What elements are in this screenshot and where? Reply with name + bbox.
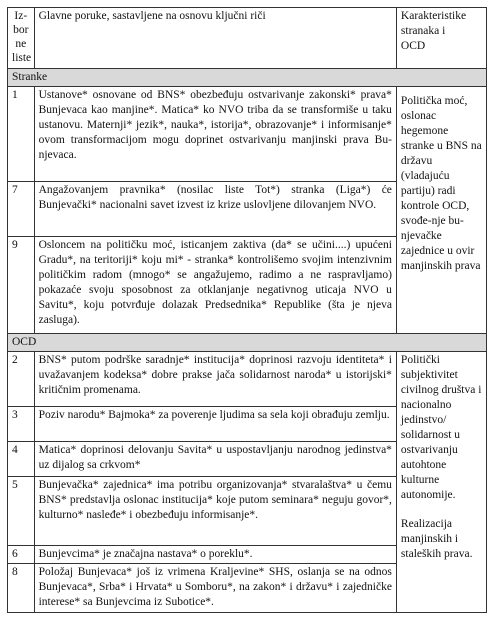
stranke-characteristics — [396, 87, 486, 334]
header-main-messages: Glavne poruke, sastavljene na osnovu ključni riči — [34, 8, 396, 69]
row-number: 8 — [8, 564, 35, 613]
row-message: Poziv narodu* Bajmoka* za poverenje ljudima sa sela koji obrađuju zemlju. — [34, 407, 396, 442]
header-col1-line: ne — [15, 38, 27, 50]
row-number: 3 — [8, 407, 35, 442]
stranke-characteristics-text: Politička moć, oslonac hegemone stranke u BNS na državu (vladajuću partiju) radi kontrole OCD, svođe-nje bu-njevačke zajednice u ovir manjinskih prava — [400, 95, 482, 272]
header-col3-line: Karakteristike — [400, 10, 467, 22]
header-col1-line: Iz- — [14, 10, 28, 22]
section-label-stranke: Stranke — [8, 69, 487, 87]
row-number: 7 — [8, 182, 35, 237]
row-message: Osloncem na političku moć, isticanjem zaktiva (da* se učini....) upućeni Gradu*, na teritoriji* koju mi* - stranka* kontrolišemo svojim intenzivnim političkim radom (mnogo* se angažujemo, radimo a ne raspravljamo) pokazaće svoju sposobnost za otklanjanje negativnog uticaja NVO u Savitu*, koju potvrđuje dolazak Predsednika* Republike (šta je njeva zasluga). — [34, 237, 396, 334]
header-col3-line: stranaka i — [400, 25, 446, 37]
row-number: 6 — [8, 546, 35, 564]
header-characteristics — [396, 8, 486, 69]
row-number: 4 — [8, 442, 35, 477]
header-list-choice — [8, 8, 35, 69]
row-message: BNS* putom podrške saradnje* institucija* doprinosi razvoju identiteta* i uvažavanjem kodeksa* dobre prakse jača solidarnost naroda* u istorijski* kritičnim promenama. — [34, 352, 396, 407]
ocd-characteristics-text-1: Politički subjektivitet civilnog društva i nacionalno jedinstvo/ solidarnost u ostvarivanju autohtone kulturne autonomije. — [400, 354, 482, 501]
table-row — [8, 87, 487, 182]
row-message: Ustanove* osnovane od BNS* obezbeđuju ostvarivanje zakonski* prava* Bunjevaca kao manjine*. Matica* ko NVO triba da se transformiše u taku ustanovu. Maternji* jezik*, nauka*, istorija*, obrazovanje* i informisanje* ovom transformacijom mogu doprinet ostvarivanju manjinski prava Bu-njevaca. — [34, 87, 396, 182]
row-message: Matica* doprinosi delovanju Savita* u uspostavljanju narodnog jedinstva* uz dijalog sa crkvom* — [34, 442, 396, 477]
row-message: Bunjevačka* zajednica* ima potribu organizovanja* stvaralaštva* u čemu BNS* predstavlja oslonac institucija* koje putom seminara* neguju govor*, kulturno* nasleđe* i obezbeđuju informisanje*. — [34, 477, 396, 546]
section-row-stranke — [8, 69, 487, 87]
table-header-row — [8, 8, 487, 69]
ocd-characteristics-text-2: Realizacija manjinskih i staleških prava. — [400, 518, 473, 560]
row-message: Angažovanjem pravnika* (nosilac liste Tot*) stranka (Liga*) će Bunjevački* nacionalni savet izvest iz krize uslovljene dilovanjem NVO. — [34, 182, 396, 237]
row-message: Položaj Bunjevaca* još iz vrimena Kraljevine* SHS, oslanja se na odnos Bunjevaca*, Srba* i Hrvata* u Somboru*, na zakon* i državu* i zajedničke interese* sa Bunjevcima iz Subotice*. — [34, 564, 396, 613]
section-label-ocd: OCD — [8, 334, 487, 352]
section-row-ocd — [8, 334, 487, 352]
row-message: Bunjevcima* je značajna nastava* o poreklu*. — [34, 546, 396, 564]
header-col1-line: bor — [13, 24, 29, 36]
row-number: 2 — [8, 352, 35, 407]
row-number: 5 — [8, 477, 35, 546]
messages-table — [7, 7, 487, 613]
header-col1-line: liste — [12, 52, 32, 64]
row-number: 1 — [8, 87, 35, 182]
table-row — [8, 352, 487, 407]
row-number: 9 — [8, 237, 35, 334]
ocd-characteristics — [396, 352, 486, 613]
header-col3-line: OCD — [400, 40, 426, 52]
